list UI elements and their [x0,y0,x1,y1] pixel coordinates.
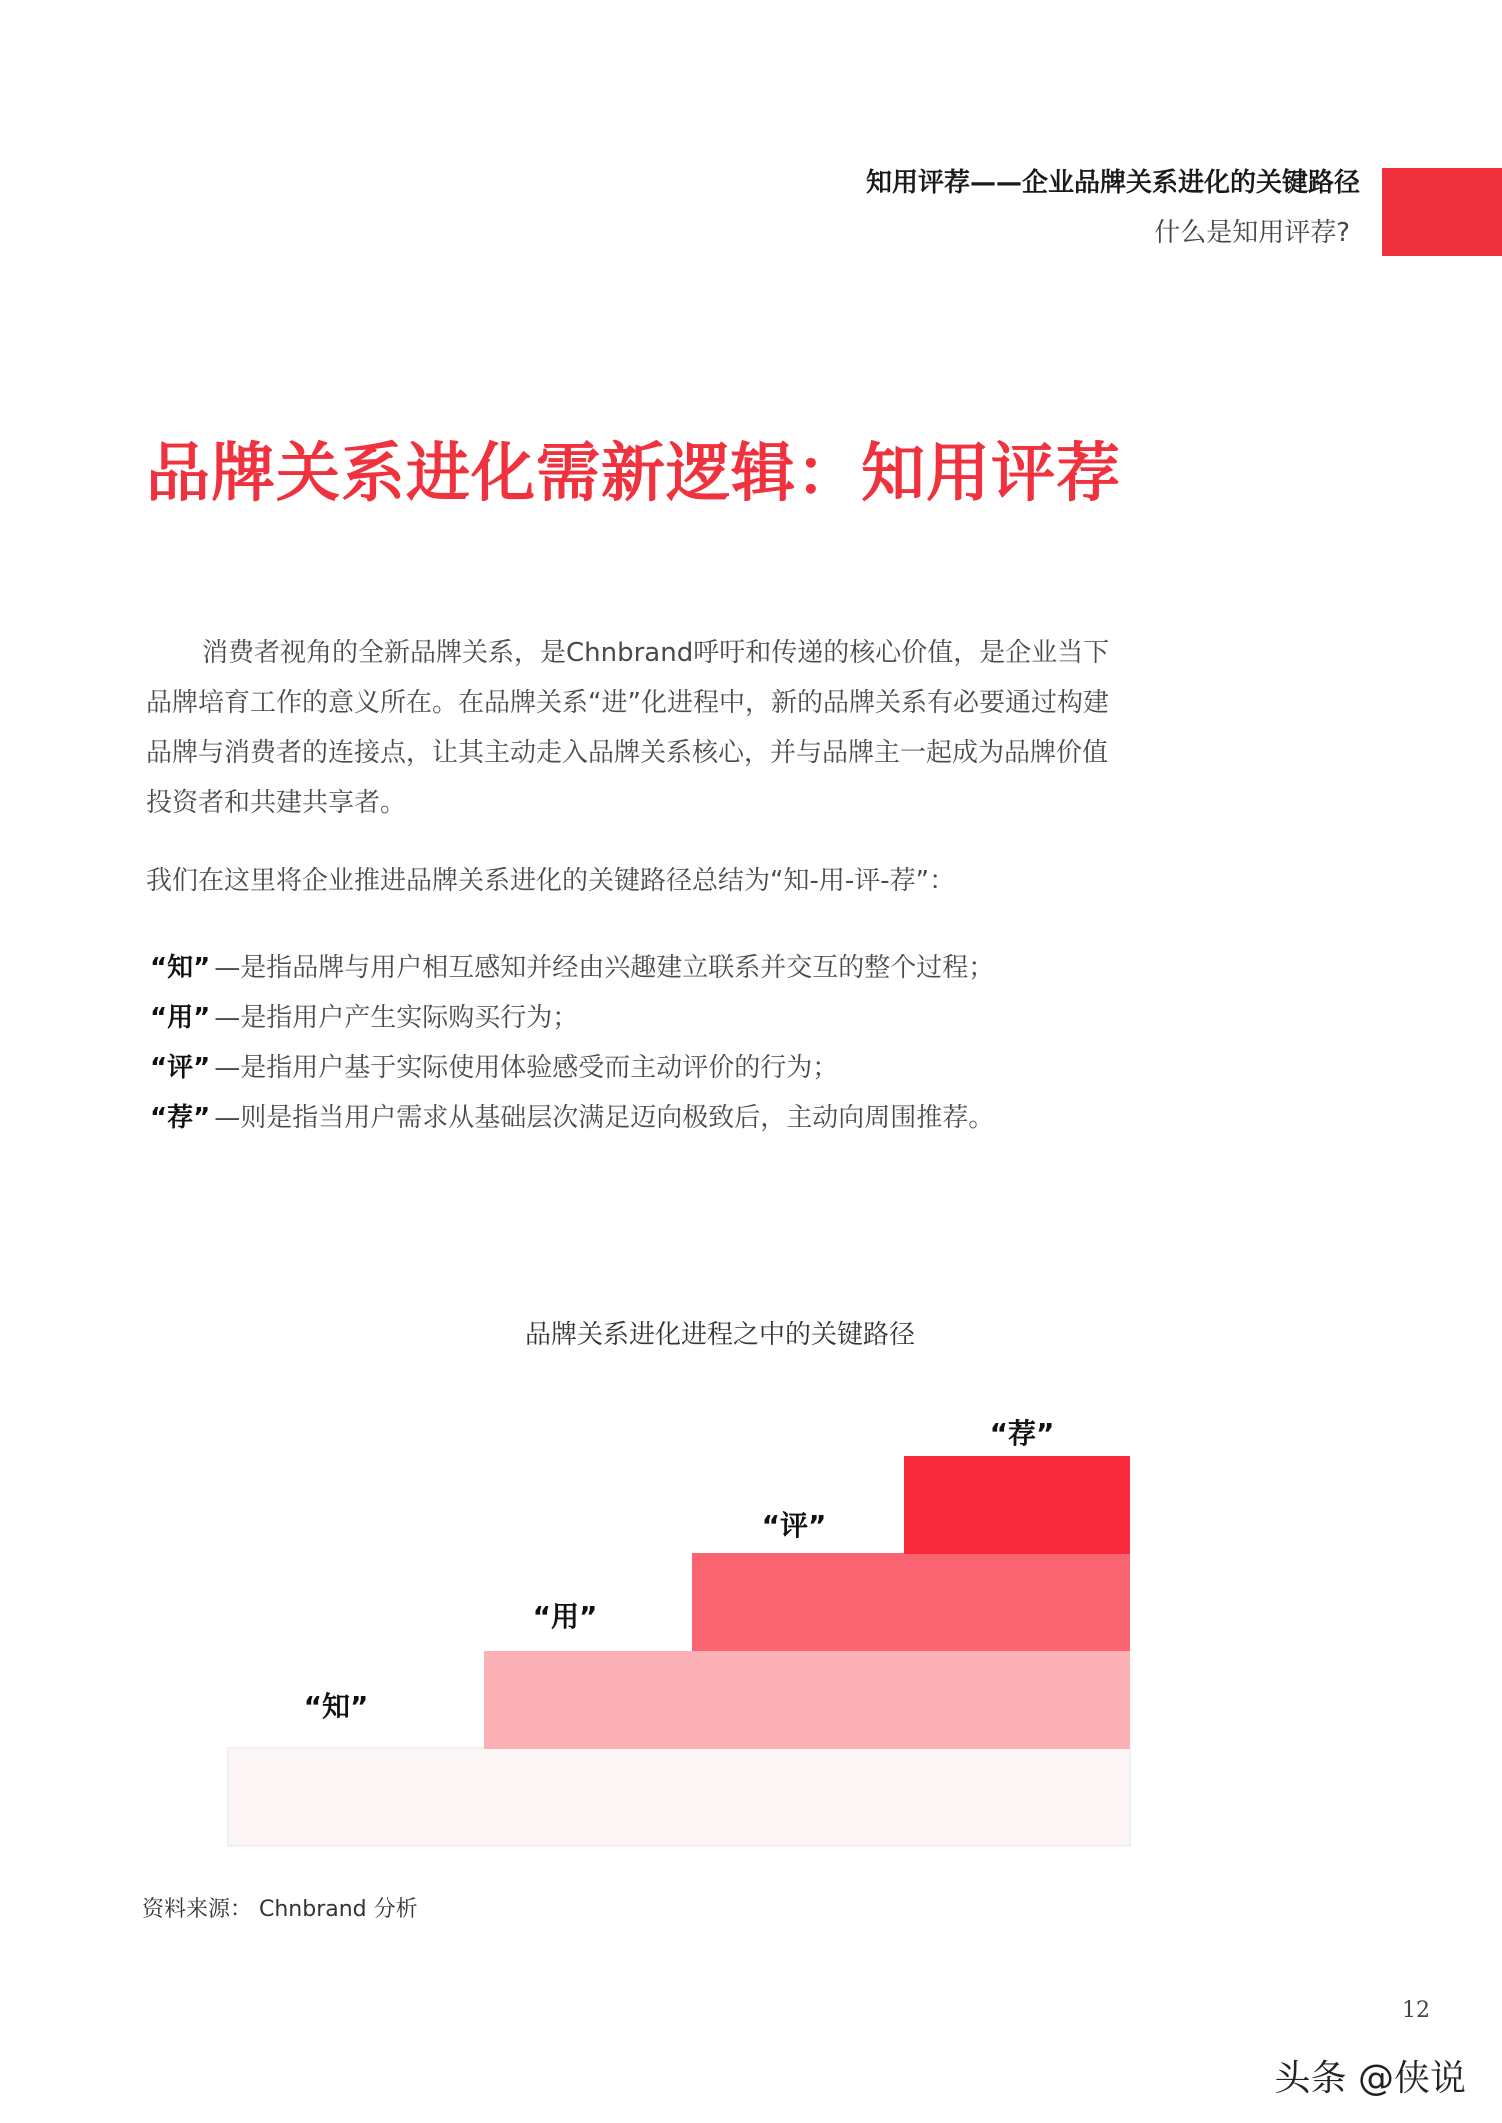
definition-term: “荐” [150,1103,211,1133]
definition-text: —是指品牌与用户相互感知并经由兴趣建立联系并交互的整个过程； [214,953,995,983]
definition-term: “评” [150,1053,211,1083]
definition-text: —则是指当用户需求从基础层次满足迈向极致后，主动向周围推荐。 [214,1103,995,1133]
source-note: 资料来源： Chnbrand 分析 [142,1897,418,1922]
step-2-label: “用” [532,1600,598,1633]
page-number: 12 [1402,1998,1430,2023]
step-1-label: “知” [303,1690,369,1723]
definition-text: —是指用户基于实际使用体验感受而主动评价的行为； [214,1053,839,1083]
step-2-bar [484,1651,1130,1749]
header-subtitle: 什么是知用评荐? [1154,218,1350,248]
definition-text: —是指用户产生实际购买行为； [214,1003,579,1033]
definition-term: “用” [150,1003,211,1033]
intro-paragraph: 消费者视角的全新品牌关系，是Chnbrand呼吁和传递的核心价值，是企业当下品牌培育工作的意义所在。在品牌关系“进”化进程中，新的品牌关系有必要通过构建品牌与消费者的连接点，让其主动走入品牌关系核心，并与品牌主一起成为品牌价值投资者和共建共享者。 [146,638,1110,818]
header-title: 知用评荐——企业品牌关系进化的关键路径 [865,168,1360,198]
step-4-bar [904,1456,1130,1554]
step-1-bar [228,1748,1130,1846]
watermark: 头条 @侠说 [1274,2058,1466,2099]
chart-title: 品牌关系进化进程之中的关键路径 [524,1320,915,1350]
step-4-label: “荐” [989,1417,1055,1450]
page-title: 品牌关系进化需新逻辑：知用评荐 [146,437,1121,511]
summary-line: 我们在这里将企业推进品牌关系进化的关键路径总结为“知-用-评-荐”： [146,866,956,896]
definition-term: “知” [150,953,211,983]
step-3-label: “评” [761,1509,827,1542]
step-3-bar [692,1553,1130,1651]
